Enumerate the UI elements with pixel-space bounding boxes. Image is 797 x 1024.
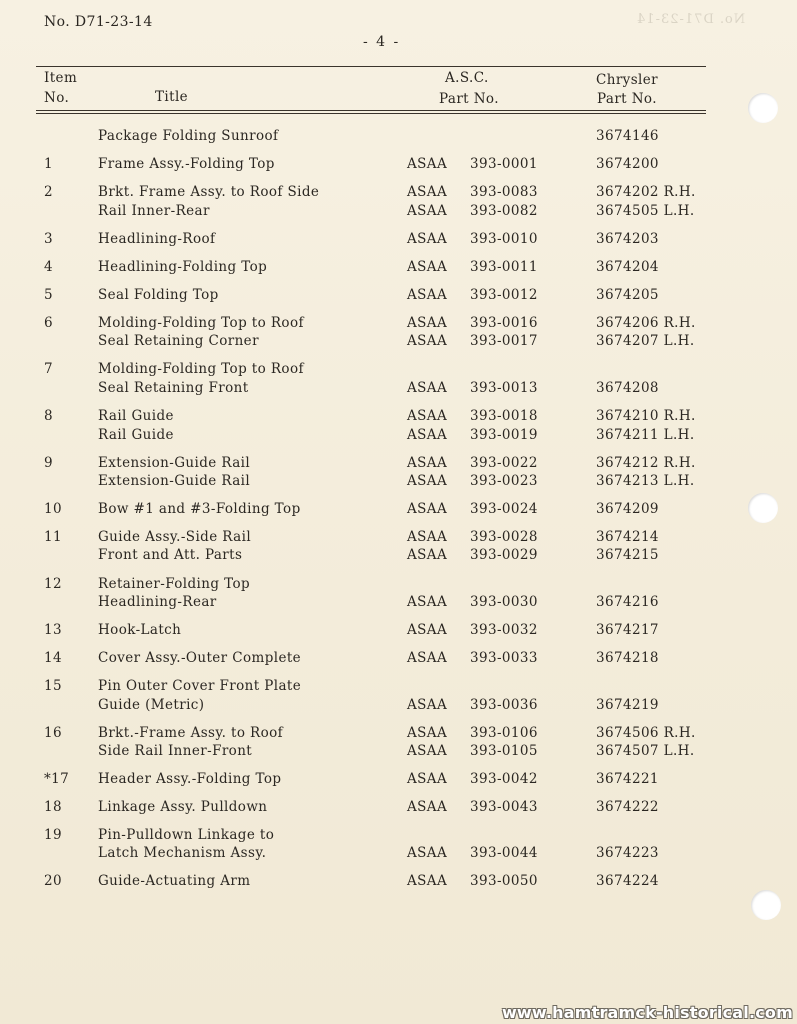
row-title: Rail Guide xyxy=(98,427,174,443)
row-chrysler-part-number: 3674211 L.H. xyxy=(596,427,695,443)
row-item-number: 13 xyxy=(44,622,62,638)
row-title: Cover Assy.-Outer Complete xyxy=(98,650,302,666)
row-asc-part-number: 393-0022 xyxy=(470,455,538,471)
row-title: Seal Folding Top xyxy=(98,287,219,303)
column-header-item-line2: No. xyxy=(44,90,70,106)
row-asc-prefix: ASAA xyxy=(407,287,448,303)
bleed-through-text: No. D71-23-14 xyxy=(636,12,746,27)
row-asc-part-number: 393-0105 xyxy=(470,743,538,759)
row-item-number: 11 xyxy=(44,529,62,545)
row-asc-prefix: ASAA xyxy=(407,845,448,861)
row-item-number: 18 xyxy=(44,799,62,815)
binder-hole xyxy=(748,93,778,123)
row-chrysler-part-number: 3674204 xyxy=(596,259,659,275)
row-item-number: 19 xyxy=(44,827,62,843)
row-asc-part-number: 393-0001 xyxy=(470,156,538,172)
row-chrysler-part-number: 3674213 L.H. xyxy=(596,473,695,489)
row-title: Header Assy.-Folding Top xyxy=(98,771,282,787)
row-asc-prefix: ASAA xyxy=(407,725,448,741)
row-asc-part-number: 393-0017 xyxy=(470,333,538,349)
row-title: Molding-Folding Top to Roof xyxy=(98,315,304,331)
row-item-number: 20 xyxy=(44,873,62,889)
row-asc-part-number: 393-0106 xyxy=(470,725,538,741)
row-item-number: 9 xyxy=(44,455,53,471)
row-asc-prefix: ASAA xyxy=(407,743,448,759)
row-asc-prefix: ASAA xyxy=(407,333,448,349)
website-watermark: www.hamtramck-historical.com xyxy=(501,1003,793,1022)
row-item-number: 7 xyxy=(44,361,53,377)
row-title: Front and Att. Parts xyxy=(98,547,243,563)
row-title: Guide Assy.-Side Rail xyxy=(98,529,252,545)
row-asc-prefix: ASAA xyxy=(407,501,448,517)
row-chrysler-part-number: 3674222 xyxy=(596,799,659,815)
row-chrysler-part-number: 3674217 xyxy=(596,622,659,638)
row-chrysler-part-number: 3674210 R.H. xyxy=(596,408,696,424)
row-chrysler-part-number: 3674507 L.H. xyxy=(596,743,695,759)
row-item-number: 15 xyxy=(44,678,62,694)
row-title: Pin Outer Cover Front Plate xyxy=(98,678,302,694)
row-chrysler-part-number: 3674206 R.H. xyxy=(596,315,696,331)
row-asc-part-number: 393-0082 xyxy=(470,203,538,219)
row-asc-prefix: ASAA xyxy=(407,594,448,610)
row-chrysler-part-number: 3674505 L.H. xyxy=(596,203,695,219)
row-asc-part-number: 393-0036 xyxy=(470,697,538,713)
row-title: Brkt.-Frame Assy. to Roof xyxy=(98,725,284,741)
row-asc-part-number: 393-0011 xyxy=(470,259,538,275)
row-title: Linkage Assy. Pulldown xyxy=(98,799,268,815)
row-chrysler-part-number: 3674215 xyxy=(596,547,659,563)
header-bottom-rule-double xyxy=(36,113,706,114)
row-title: Package Folding Sunroof xyxy=(98,128,279,144)
row-title: Hook-Latch xyxy=(98,622,182,638)
row-title: Guide-Actuating Arm xyxy=(98,873,251,889)
row-chrysler-part-number: 3674207 L.H. xyxy=(596,333,695,349)
row-chrysler-part-number: 3674208 xyxy=(596,380,659,396)
row-asc-prefix: ASAA xyxy=(407,259,448,275)
row-title: Guide (Metric) xyxy=(98,697,205,713)
binder-hole xyxy=(748,493,778,523)
row-asc-part-number: 393-0044 xyxy=(470,845,538,861)
column-header-asc-line1: A.S.C. xyxy=(445,70,489,86)
row-asc-part-number: 393-0019 xyxy=(470,427,538,443)
row-item-number: 6 xyxy=(44,315,53,331)
column-header-chrysler-line2: Part No. xyxy=(597,91,657,107)
row-title: Seal Retaining Corner xyxy=(98,333,259,349)
row-chrysler-part-number: 3674200 xyxy=(596,156,659,172)
row-chrysler-part-number: 3674214 xyxy=(596,529,659,545)
row-asc-prefix: ASAA xyxy=(407,315,448,331)
row-chrysler-part-number: 3674506 R.H. xyxy=(596,725,696,741)
row-item-number: 2 xyxy=(44,184,53,200)
row-chrysler-part-number: 3674205 xyxy=(596,287,659,303)
binder-hole xyxy=(751,890,781,920)
row-chrysler-part-number: 3674223 xyxy=(596,845,659,861)
row-asc-prefix: ASAA xyxy=(407,473,448,489)
row-asc-prefix: ASAA xyxy=(407,156,448,172)
row-asc-prefix: ASAA xyxy=(407,622,448,638)
column-header-item-line1: Item xyxy=(44,70,78,86)
row-asc-part-number: 393-0083 xyxy=(470,184,538,200)
row-asc-prefix: ASAA xyxy=(407,771,448,787)
row-chrysler-part-number: 3674216 xyxy=(596,594,659,610)
row-chrysler-part-number: 3674218 xyxy=(596,650,659,666)
row-asc-prefix: ASAA xyxy=(407,427,448,443)
row-asc-prefix: ASAA xyxy=(407,529,448,545)
row-asc-prefix: ASAA xyxy=(407,231,448,247)
row-asc-part-number: 393-0033 xyxy=(470,650,538,666)
row-title: Brkt. Frame Assy. to Roof Side xyxy=(98,184,320,200)
row-asc-part-number: 393-0023 xyxy=(470,473,538,489)
row-asc-part-number: 393-0012 xyxy=(470,287,538,303)
row-title: Seal Retaining Front xyxy=(98,380,249,396)
row-asc-part-number: 393-0024 xyxy=(470,501,538,517)
row-asc-part-number: 393-0018 xyxy=(470,408,538,424)
row-asc-part-number: 393-0029 xyxy=(470,547,538,563)
row-asc-prefix: ASAA xyxy=(407,547,448,563)
row-item-number: 8 xyxy=(44,408,53,424)
document-number: No. D71-23-14 xyxy=(44,14,153,30)
row-title: Retainer-Folding Top xyxy=(98,576,251,592)
row-item-number: *17 xyxy=(44,771,70,787)
row-title: Extension-Guide Rail xyxy=(98,473,251,489)
row-asc-prefix: ASAA xyxy=(407,380,448,396)
row-asc-part-number: 393-0042 xyxy=(470,771,538,787)
row-asc-part-number: 393-0032 xyxy=(470,622,538,638)
row-asc-part-number: 393-0010 xyxy=(470,231,538,247)
row-item-number: 10 xyxy=(44,501,62,517)
column-header-title: Title xyxy=(155,89,189,105)
row-title: Bow #1 and #3-Folding Top xyxy=(98,501,301,517)
row-item-number: 4 xyxy=(44,259,53,275)
row-title: Rail Guide xyxy=(98,408,174,424)
row-item-number: 16 xyxy=(44,725,62,741)
row-chrysler-part-number: 3674212 R.H. xyxy=(596,455,696,471)
row-item-number: 5 xyxy=(44,287,53,303)
row-asc-part-number: 393-0013 xyxy=(470,380,538,396)
row-asc-prefix: ASAA xyxy=(407,203,448,219)
row-title: Molding-Folding Top to Roof xyxy=(98,361,304,377)
column-header-asc-line2: Part No. xyxy=(439,91,499,107)
row-asc-part-number: 393-0043 xyxy=(470,799,538,815)
column-header-chrysler-line1: Chrysler xyxy=(596,72,658,88)
row-asc-prefix: ASAA xyxy=(407,697,448,713)
row-chrysler-part-number: 3674146 xyxy=(596,128,659,144)
row-item-number: 12 xyxy=(44,576,62,592)
row-asc-prefix: ASAA xyxy=(407,408,448,424)
row-title: Latch Mechanism Assy. xyxy=(98,845,267,861)
row-item-number: 14 xyxy=(44,650,62,666)
row-asc-part-number: 393-0030 xyxy=(470,594,538,610)
row-asc-prefix: ASAA xyxy=(407,650,448,666)
row-asc-prefix: ASAA xyxy=(407,799,448,815)
row-chrysler-part-number: 3674209 xyxy=(596,501,659,517)
header-top-rule xyxy=(36,66,706,67)
row-chrysler-part-number: 3674202 R.H. xyxy=(596,184,696,200)
header-bottom-rule xyxy=(36,110,706,111)
row-title: Rail Inner-Rear xyxy=(98,203,210,219)
row-title: Headlining-Roof xyxy=(98,231,216,247)
row-title: Headlining-Rear xyxy=(98,594,217,610)
row-asc-part-number: 393-0016 xyxy=(470,315,538,331)
row-title: Extension-Guide Rail xyxy=(98,455,251,471)
row-chrysler-part-number: 3674219 xyxy=(596,697,659,713)
row-chrysler-part-number: 3674221 xyxy=(596,771,659,787)
row-asc-prefix: ASAA xyxy=(407,873,448,889)
row-item-number: 1 xyxy=(44,156,53,172)
row-title: Headlining-Folding Top xyxy=(98,259,268,275)
row-asc-prefix: ASAA xyxy=(407,455,448,471)
row-asc-part-number: 393-0028 xyxy=(470,529,538,545)
row-item-number: 3 xyxy=(44,231,53,247)
row-title: Frame Assy.-Folding Top xyxy=(98,156,275,172)
row-asc-part-number: 393-0050 xyxy=(470,873,538,889)
row-chrysler-part-number: 3674224 xyxy=(596,873,659,889)
row-title: Pin-Pulldown Linkage to xyxy=(98,827,275,843)
row-chrysler-part-number: 3674203 xyxy=(596,231,659,247)
page-number: - 4 - xyxy=(363,34,401,50)
row-title: Side Rail Inner-Front xyxy=(98,743,253,759)
row-asc-prefix: ASAA xyxy=(407,184,448,200)
